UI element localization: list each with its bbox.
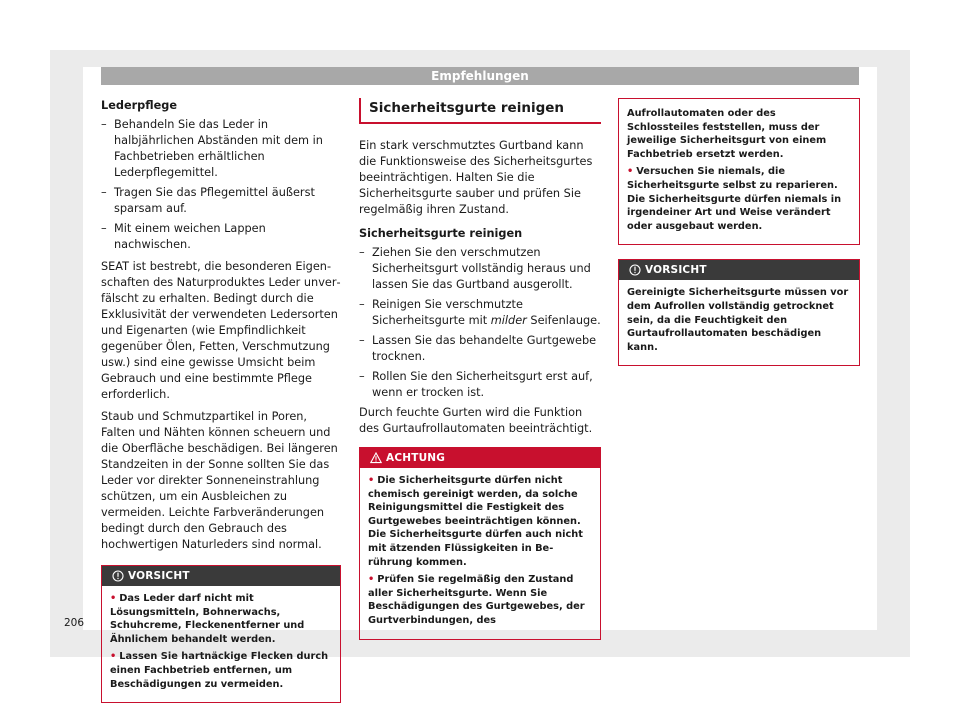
notice-box-vorsicht-belts [618, 259, 860, 366]
list-item: – Tragen Sie das Pflegemittel äußerst sparsam auf. [101, 185, 341, 217]
notice-label: VORSICHT [128, 570, 190, 582]
heading-lederpflege: Lederpflege [101, 99, 178, 112]
notice-body [102, 586, 340, 702]
intro-paragraph: Ein stark verschmutztes Gurtband kann die Funktionsweise des Sicherheitsgurtes beeinträchtigen. Halten Sie die Sicherheitsgurte sauber und prüfen Sie regelmäßig ihren Zustand. [359, 139, 593, 216]
column-middle [359, 98, 601, 640]
notice-item: • Lassen Sie hartnäckige Flecken durch einen Fachbetrieb entfernen, um Beschädigungen zu vermeiden. [110, 651, 329, 690]
section-title: Sicherheitsgurte reinigen [359, 98, 601, 124]
warning-box-achtung [359, 447, 601, 640]
warning-item: • Versuchen Sie niemals, die Sicherheitsgurte selbst zu reparieren. Die Sicherheitsgurte dürfen niemals in irgendeiner Art und Weise verändert oder ausgebaut werden. [627, 166, 842, 232]
list-item: – Rollen Sie den Sicherheitsgurt erst auf, wenn er trocken ist. [359, 369, 601, 401]
notice-label: VORSICHT [645, 264, 707, 277]
column-right [618, 98, 860, 366]
info-circle-icon [629, 264, 641, 276]
warning-triangle-icon [370, 452, 382, 464]
warning-body [360, 468, 600, 639]
outro-paragraph: Durch feuchte Gurten wird die Funktion des Gurtaufrollautomaten beeinträchtigt. [359, 406, 593, 435]
warning-item: • Die Sicherheitsgurte dürfen nicht chemisch gereinigt werden, da solche Reinigungsmittel die Festigkeit des Gurtgewebes beeinträchtigen können. Die Sicherheitsgurte dürfen auch nicht mit ätzenden Flüssigkeiten in Berührung kommen. [368, 475, 583, 568]
notice-text: Gereinigte Sicherheitsgurte müssen vor dem Aufrollen vollständig getrocknet sein, da die Feuchtigkeit den Gurtaufrollautomaten beschädigen kann. [627, 287, 849, 353]
warning-continued-text: Aufrollautomaten oder des Schlossteiles feststellen, muss der jeweilige Sicherheitsgurt von einem Fachbetrieb ersetzt werden. [627, 108, 827, 160]
notice-body [619, 280, 859, 365]
bullet-icon: • [110, 651, 117, 663]
list-item: – Lassen Sie das behandelte Gurtgewebe trocknen. [359, 333, 601, 365]
list-item: – Ziehen Sie den verschmutzen Sicherheitsgurt vollständig heraus und lassen Sie das Gurtband ausgerollt. [359, 245, 601, 293]
column-left [101, 98, 341, 703]
paragraph: SEAT ist bestrebt, die besonderen Eigenschaften des Naturproduktes Leder unverfälscht zu erhalten. Bedingt durch die Exklusivität der verwendeten Ledersorten und Eigenarten (wie Empfindlichkeit gegenüber Ölen, Fetten, Verschmutzung usw.) sind eine gewisse Umsicht beim Gebrauch und eine bestimmte Pflege erforderlich. [101, 260, 341, 401]
notice-item: • Das Leder darf nicht mit Lösungsmitteln, Bohnerwachs, Schuhcreme, Fleckenentferner und Ähnlichem behandelt werden. [110, 593, 305, 645]
warning-item: • Prüfen Sie regelmäßig den Zustand aller Sicherheitsgurte. Wenn Sie Beschädigungen des Gurtgewebes, der Gurtverbindungen, des [368, 574, 585, 626]
list-item: – Mit einem weichen Lappen nachwischen. [101, 221, 341, 253]
list-item: – Reinigen Sie verschmutzte Sicherheitsgurte mit milder Seifenlauge. [359, 297, 601, 329]
warning-box-continued [618, 98, 860, 245]
leather-steps-list [101, 117, 341, 253]
chapter-header: Empfehlungen [101, 67, 859, 85]
bullet-icon: • [368, 574, 375, 586]
paragraph: Staub und Schmutzpartikel in Poren, Falten und Nähten können scheuern und die Oberfläche beschädigen. Bei längeren Standzeiten in der Sonne sollten Sie das Leder vor direkter Sonneneinstrahlung schützen, um ein Ausbleichen zu vermeiden. Leichte Farbveränderungen bedingt durch den Gebrauch des hochwertigen Naturleders sind normal. [101, 410, 338, 551]
subheading: Sicherheitsgurte reinigen [359, 227, 523, 240]
list-item: – Behandeln Sie das Leder in halbjährlichen Abständen mit dem in Fachbetrieben erhältlichen Lederpflegemittel. [101, 117, 341, 181]
bullet-icon: • [627, 166, 634, 178]
warning-header [360, 448, 600, 468]
bullet-icon: • [110, 593, 117, 604]
bullet-icon: • [368, 475, 375, 486]
belt-steps-list [359, 245, 601, 401]
notice-header [619, 260, 859, 280]
notice-box-vorsicht [101, 565, 341, 703]
warning-label: ACHTUNG [386, 452, 446, 464]
notice-header [102, 566, 340, 586]
warning-continued-body [619, 99, 859, 244]
page-number: 206 [64, 617, 85, 629]
info-circle-icon [112, 570, 124, 582]
